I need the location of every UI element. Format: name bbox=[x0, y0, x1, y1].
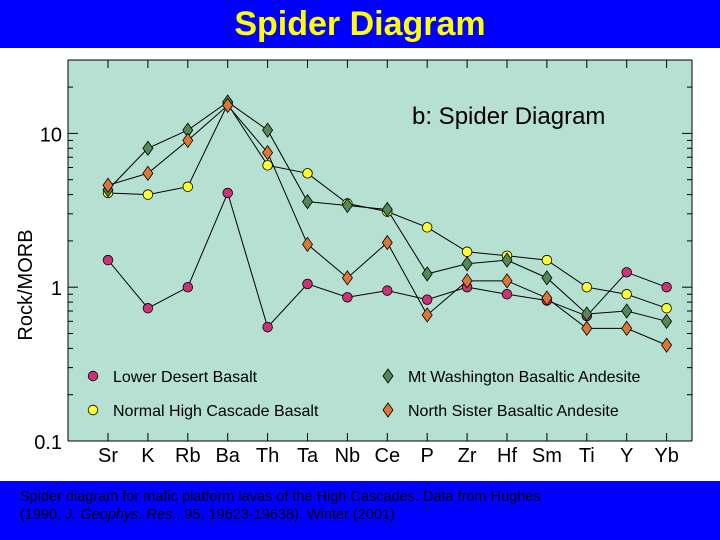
x-tick-label-ba: Ba bbox=[215, 445, 240, 467]
title-bar bbox=[0, 0, 720, 48]
y-tick-label: 0.1 bbox=[34, 432, 62, 454]
spider-chart bbox=[0, 48, 720, 481]
x-tick-label-y: Y bbox=[620, 445, 634, 467]
x-tick-label-nb: Nb bbox=[334, 445, 361, 467]
point-lower-desert-basalt-ta bbox=[303, 279, 313, 289]
legend-label-normal-high-cascade-basalt: Normal High Cascade Basalt bbox=[113, 403, 319, 420]
point-normal-high-cascade-basalt-p bbox=[422, 223, 432, 233]
point-normal-high-cascade-basalt-rb bbox=[183, 182, 193, 192]
point-lower-desert-basalt-y bbox=[622, 267, 632, 277]
point-normal-high-cascade-basalt-y bbox=[622, 289, 632, 299]
x-tick-label-ta: Ta bbox=[296, 445, 319, 467]
caption-suffix: , 95, 19623-19638). Winter (2001) bbox=[176, 507, 395, 523]
point-lower-desert-basalt-th bbox=[263, 322, 273, 332]
point-lower-desert-basalt-rb bbox=[183, 282, 193, 292]
figure-caption bbox=[20, 488, 710, 524]
point-normal-high-cascade-basalt-k bbox=[143, 190, 153, 200]
point-lower-desert-basalt-sr bbox=[103, 255, 113, 265]
x-tick-label-sm: Sm bbox=[531, 445, 562, 467]
x-tick-label-ti: Ti bbox=[578, 445, 595, 467]
figure-area bbox=[0, 48, 720, 481]
point-lower-desert-basalt-nb bbox=[343, 292, 353, 302]
caption-line-1: Spider diagram for mafic platform lavas of the High Cascades. Data from Hughes bbox=[20, 489, 541, 505]
x-tick-label-ce: Ce bbox=[374, 445, 401, 467]
point-normal-high-cascade-basalt-ta bbox=[303, 169, 313, 179]
x-tick-label-p: P bbox=[420, 445, 434, 467]
point-lower-desert-basalt-k bbox=[143, 303, 153, 313]
legend-marker-lower-desert-basalt bbox=[88, 371, 98, 381]
caption-prefix: (1990, bbox=[20, 507, 66, 523]
point-normal-high-cascade-basalt-yb bbox=[662, 303, 672, 313]
x-tick-label-hf: Hf bbox=[497, 445, 517, 467]
x-tick-label-th: Th bbox=[255, 445, 280, 467]
point-lower-desert-basalt-yb bbox=[662, 282, 672, 292]
x-tick-label-zr: Zr bbox=[457, 445, 477, 467]
slide-title: Spider Diagram bbox=[234, 5, 486, 43]
legend-label-north-sister-basaltic-andesite: North Sister Basaltic Andesite bbox=[408, 403, 619, 420]
x-tick-label-yb: Yb bbox=[654, 445, 679, 467]
y-tick-label: 1 bbox=[50, 278, 62, 301]
x-tick-label-sr: Sr bbox=[98, 445, 118, 467]
point-lower-desert-basalt-ba bbox=[223, 188, 233, 198]
x-tick-label-k: K bbox=[141, 445, 155, 467]
chart-title: b: Spider Diagram bbox=[412, 103, 606, 130]
y-axis-title: Rock/MORB bbox=[15, 229, 37, 341]
x-tick-label-rb: Rb bbox=[175, 445, 201, 467]
point-normal-high-cascade-basalt-ti bbox=[582, 282, 592, 292]
point-normal-high-cascade-basalt-zr bbox=[462, 247, 472, 257]
caption-journal: J. Geophys. Res. bbox=[65, 507, 177, 523]
legend-label-lower-desert-basalt: Lower Desert Basalt bbox=[113, 369, 258, 386]
y-tick-label: 10 bbox=[39, 124, 62, 147]
point-normal-high-cascade-basalt-sm bbox=[542, 255, 552, 265]
point-lower-desert-basalt-hf bbox=[502, 289, 512, 299]
legend-label-mt-washington-basaltic-andesite: Mt Washington Basaltic Andesite bbox=[408, 369, 641, 386]
point-lower-desert-basalt-p bbox=[422, 295, 432, 305]
legend-marker-normal-high-cascade-basalt bbox=[88, 405, 98, 415]
point-lower-desert-basalt-ce bbox=[383, 286, 393, 296]
point-normal-high-cascade-basalt-th bbox=[263, 161, 273, 171]
